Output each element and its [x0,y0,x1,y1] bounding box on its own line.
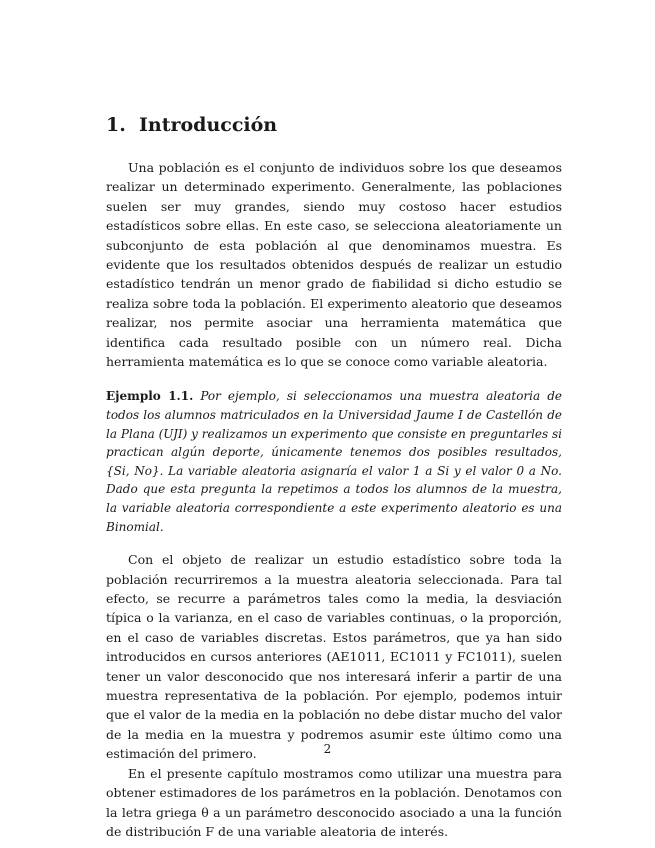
paragraph-sample: Con el objeto de realizar un estudio estadístico sobre toda la población recurriremos a la muestra aleatoria seleccionada. Para tal efecto, se recurre a parámetros tales como la media, la desviación típica o la varianza, en el caso de variables continuas, o la proporción, en el caso de variables discretas. Estos parámetros, que ya han sido introducidos en cursos anteriores (AE1011, EC1011 y FC1011), suelen tener un valor desconocido que nos interesará inferir a partir de una muestra representativa de la población. Por ejemplo, podemos intuir que el valor de la media en la población no debe distar mucho del valor de la media en la muestra y podremos asumir este último como una estimación del primero. [106,552,562,762]
example-text: Por ejemplo, si seleccionamos una muestra aleatoria de todos los alumnos matriculados en la Universidad Jaume I de Castellón de la Plana (UJI) y realizamos un experimento que consiste en preguntarles si practican algún deporte, únicamente tenemos dos posibles resultados, {Si, No}. La variable aleatoria asignaría el valor 1 a Si y el valor 0 a No. Dado que esta pregunta la repetimos a todos los alumnos de la muestra, la variable aleatoria correspondiente a este experimento aleatorio es una Binomial. [106,389,562,534]
example-label: Ejemplo 1.1. [106,389,194,404]
page-number: 2 [323,742,332,756]
section-number: 1. [106,114,126,136]
paragraph-estimators: En el presente capítulo mostramos como utilizar una muestra para obtener estimadores de los parámetros en la población. Denotamos con la letra griega θ a un parámetro desconocido asociado a una la función de distribución F de una variable aleatoria de interés. [106,765,562,839]
section-heading [106,112,562,138]
example-block [106,387,562,536]
paragraph-intro: Una población es el conjunto de individuos sobre los que deseamos realizar un determinado experimento. Generalmente, las poblaciones suelen ser muy grandes, siendo muy costoso hacer estudios estadísticos sobre ellas. En este caso, se selecciona aleatoriamente un subconjunto de esta población al que denominamos muestra. Es evidente que los resultados obtenidos después de realizar un estudio estadístico tendrán un menor grado de fiabilidad si dicho estudio se realiza sobre toda la población. El experimento aleatorio que deseamos realizar, nos permite asociar una herramienta matemática que identifica cada resultado posible con un número real. Dicha herramienta matemática es lo que se conoce como variable aleatoria. [106,160,562,370]
section-title: Introducción [139,114,278,136]
page-content [106,112,562,841]
